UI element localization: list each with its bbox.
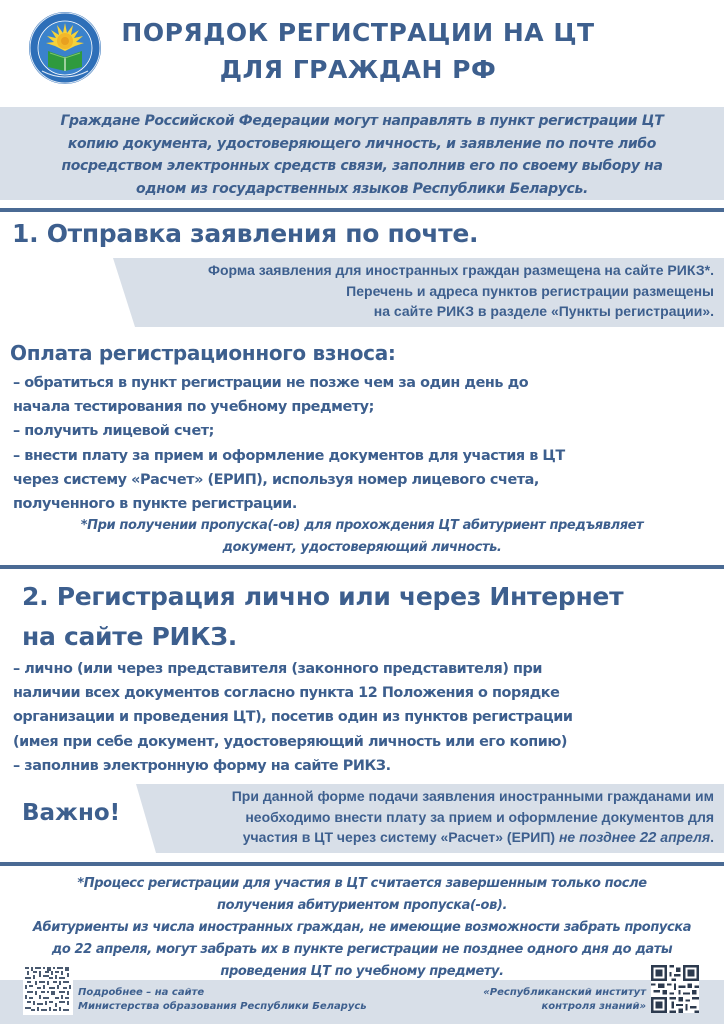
- footer-ministry-line-1: Подробнее – на сайте: [78, 987, 205, 998]
- emblem-icon: [28, 11, 102, 85]
- footer-rikz-line-2: контроля знаний»: [541, 1001, 646, 1012]
- intro-line: копию документа, удостоверяющего личность, и заявление по почте либо: [67, 135, 657, 152]
- important-line: При данной форме подачи заявления иностранными гражданами им: [231, 788, 714, 804]
- section-2-heading: [22, 577, 623, 657]
- section-1-info-text: [120, 260, 714, 322]
- payment-line: – получить лицевой счет;: [13, 423, 214, 440]
- title-line-1: ПОРЯДОК РЕГИСТРАЦИИ НА ЦТ: [121, 18, 595, 47]
- section-divider: [0, 208, 724, 212]
- bottom-note-line: проведения ЦТ по учебному предмету.: [220, 964, 504, 979]
- payment-line: начала тестирования по учебному предмету;: [13, 399, 374, 416]
- method-line: наличии всех документов согласно пункта 12 Положения о порядке: [13, 685, 560, 702]
- registration-methods-list: [13, 657, 573, 778]
- deadline-month: апреля: [656, 829, 711, 845]
- payment-heading: Оплата регистрационного взноса:: [10, 341, 396, 365]
- section-divider: [0, 862, 724, 866]
- footer-rikz-line-1: «Республиканский институт: [483, 987, 646, 998]
- important-line-main: участия в ЦТ через систему «Расчет» (ЕРИП): [242, 829, 559, 845]
- important-label: Важно!: [22, 800, 121, 826]
- section-2-heading-line-2: на сайте РИКЗ.: [22, 622, 237, 651]
- payment-line: через систему «Расчет» (ЕРИП), используя номер лицевого счета,: [13, 471, 539, 488]
- method-line: – лично (или через представителя (законного представителя) при: [13, 661, 542, 677]
- bottom-note-line: до 22 апреля, могут забрать их в пункте регистрации не позднее одного дня до даты: [51, 942, 673, 957]
- intro-panel: [0, 107, 724, 200]
- intro-line: посредством электронных средств связи, заполнив его по своему выбору на: [61, 158, 663, 174]
- footer-ministry-text: [78, 986, 367, 1014]
- method-line: организации и проведения ЦТ), посетив один из пунктов регистрации: [13, 709, 573, 726]
- method-line: (имея при себе документ, удостоверяющий личность или его копию): [13, 733, 568, 750]
- page-title: [108, 14, 608, 88]
- footer-ministry-line-2: Министерства образования Республики Беларусь: [78, 1001, 367, 1012]
- section-1-footnote: [0, 515, 724, 559]
- bottom-note-line: Абитуриенты из числа иностранных граждан, не имеющие возможности забрать пропуска: [32, 920, 692, 935]
- payment-steps-list: [13, 371, 565, 516]
- info-line: Перечень и адреса пунктов регистрации размещены: [346, 282, 714, 299]
- title-line-2: ДЛЯ ГРАЖДАН РФ: [219, 55, 497, 84]
- section-1-heading: 1. Отправка заявления по почте.: [12, 219, 479, 248]
- deadline-date: 22: [639, 829, 657, 846]
- qr-code-ministry-icon[interactable]: [23, 965, 73, 1015]
- bottom-note-line: получения абитуриентом пропуска(-ов).: [217, 898, 507, 913]
- important-line: [140, 827, 714, 849]
- footnote-line: документ, удостоверяющий личность.: [222, 540, 502, 555]
- intro-line: одном из государственных языков Республики Беларусь.: [136, 180, 588, 197]
- deadline-prefix: не позднее: [558, 829, 640, 845]
- payment-line: – обратиться в пункт регистрации не позже чем за один день до: [13, 375, 529, 391]
- footer-rikz-text: [483, 986, 646, 1014]
- footnote-line: *При получении пропуска(-ов) для прохождения ЦТ абитуриент предъявляет: [80, 518, 644, 533]
- period: .: [710, 829, 714, 845]
- qr-code-rikz-icon[interactable]: [651, 965, 699, 1013]
- intro-line: Граждане Российской Федерации могут направлять в пункт регистрации ЦТ: [60, 113, 664, 129]
- important-line: необходимо внести плату за прием и оформление документов для: [245, 808, 714, 825]
- ministry-emblem-logo: [28, 11, 102, 85]
- info-line: Форма заявления для иностранных граждан размещена на сайте РИКЗ*.: [208, 262, 714, 278]
- bottom-note: [0, 873, 724, 983]
- payment-line: полученного в пункте регистрации.: [13, 496, 297, 513]
- bottom-note-line: *Процесс регистрации для участия в ЦТ считается завершенным только после: [77, 876, 647, 891]
- important-text: [140, 786, 714, 849]
- section-2-heading-line-1: 2. Регистрация лично или через Интернет: [22, 582, 624, 611]
- method-line: – заполнив электронную форму на сайте РИКЗ.: [13, 757, 391, 774]
- payment-line: – внести плату за прием и оформление документов для участия в ЦТ: [13, 447, 565, 464]
- section-divider: [0, 565, 724, 569]
- info-line: на сайте РИКЗ в разделе «Пункты регистрации».: [373, 303, 714, 319]
